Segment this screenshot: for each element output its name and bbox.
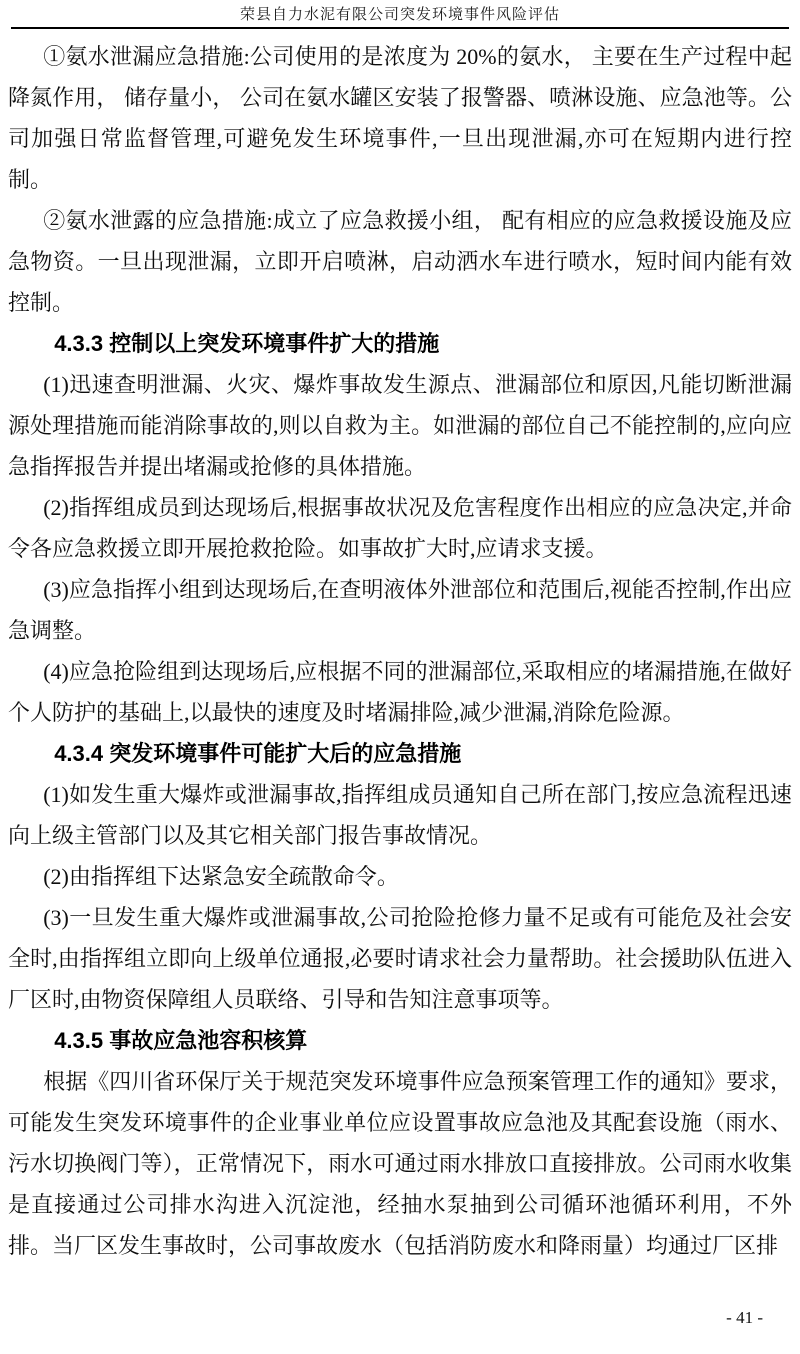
page-footer [726, 1308, 763, 1328]
section-heading-4-3-3: 4.3.3 控制以上突发环境事件扩大的措施 [54, 331, 440, 356]
paragraph-433-item-1: (1)迅速查明泄漏、火灾、爆炸事故发生源点、泄漏部位和原因,凡能切断泄漏源处理措施而能消除事故的,则以自救为主。如泄漏的部位自己不能控制的,应向应急指挥报告并提出堵漏或抢修的具体措施。 [8, 372, 792, 479]
paragraph-434-item-2: (2)由指挥组下达紧急安全疏散命令。 [43, 864, 399, 889]
document-body [0, 29, 800, 1266]
page-header [0, 0, 800, 29]
paragraph-435-body: 根据《四川省环保厅关于规范突发环境事件应急预案管理工作的通知》要求，可能发生突发环境事件的企业事业单位应设置事故应急池及其配套设施（雨水、污水切换阀门等），正常情况下，雨水可通过雨水排放口直接排放。公司雨水收集是直接通过公司排水沟进入沉淀池，经抽水泵抽到公司循环池循环利用，不外排。当厂区发生事故时，公司事故废水（包括消防废水和降雨量）均通过厂区排 [8, 1069, 792, 1258]
paragraph-433-item-4: (4)应急抢险组到达现场后,应根据不同的泄漏部位,采取相应的堵漏措施,在做好个人防护的基础上,以最快的速度及时堵漏排险,减少泄漏,消除危险源。 [8, 659, 792, 725]
section-heading-4-3-5: 4.3.5 事故应急池容积核算 [54, 1028, 308, 1053]
paragraph-ammonia-leak-measures: ①氨水泄漏应急措施:公司使用的是浓度为 20%的氨水， 主要在生产过程中起降氮作用， 储存量小， 公司在氨水罐区安装了报警器、喷淋设施、应急池等。公司加强日常监督管理,可避免发生环境事件,一旦出现泄漏,亦可在短期内进行控制。 [8, 44, 792, 192]
running-header-title: 荣县自力水泥有限公司突发环境事件风险评估 [239, 7, 560, 23]
page-number: - 41 - [726, 1308, 763, 1327]
section-heading-4-3-4: 4.3.4 突发环境事件可能扩大后的应急措施 [54, 741, 462, 766]
paragraph-434-item-3: (3)一旦发生重大爆炸或泄漏事故,公司抢险抢修力量不足或有可能危及社会安全时,由指挥组立即向上级单位通报,必要时请求社会力量帮助。社会援助队伍进入厂区时,由物资保障组人员联络、引导和告知注意事项等。 [8, 905, 792, 1012]
paragraph-434-item-1: (1)如发生重大爆炸或泄漏事故,指挥组成员通知自己所在部门,按应急流程迅速向上级主管部门以及其它相关部门报告事故情况。 [8, 782, 792, 848]
paragraph-433-item-2: (2)指挥组成员到达现场后,根据事故状况及危害程度作出相应的应急决定,并命令各应急救援立即开展抢救抢险。如事故扩大时,应请求支援。 [8, 495, 792, 561]
paragraph-ammonia-release-measures: ②氨水泄露的应急措施:成立了应急救援小组， 配有相应的应急救援设施及应急物资。一旦出现泄漏，立即开启喷淋，启动洒水车进行喷水，短时间内能有效控制。 [8, 208, 792, 315]
paragraph-433-item-3: (3)应急指挥小组到达现场后,在查明液体外泄部位和范围后,视能否控制,作出应急调整。 [8, 577, 792, 643]
